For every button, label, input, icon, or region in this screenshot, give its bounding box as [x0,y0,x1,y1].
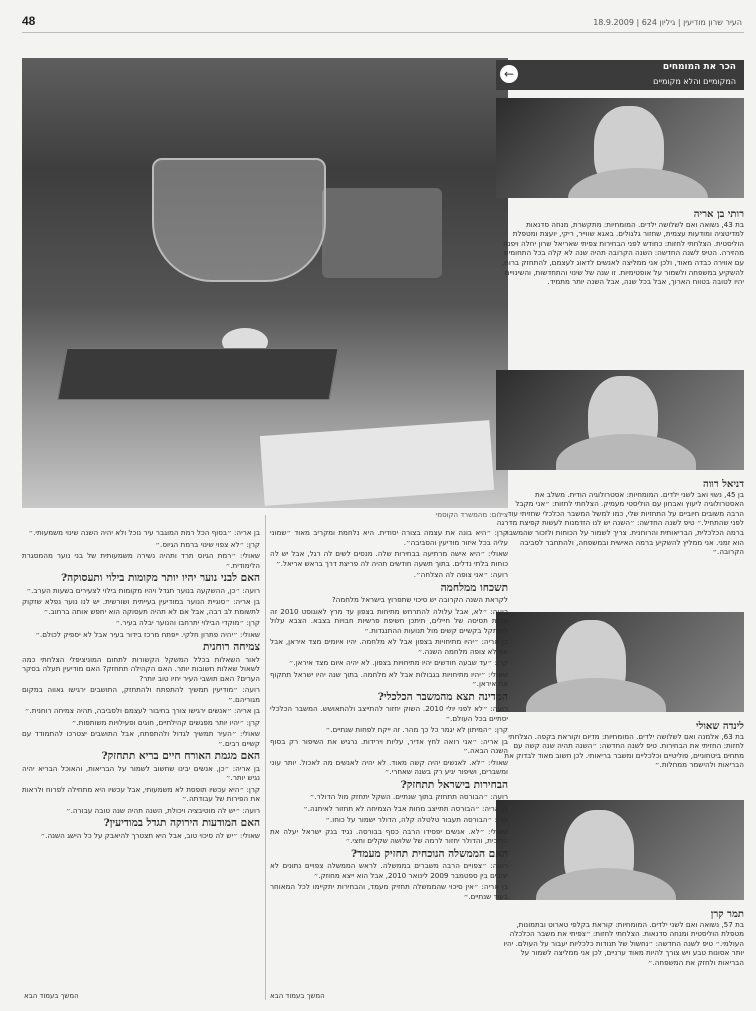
paragraph: לאור השאלות בכלל המשקל הקשורות לתחום המוניציפלי הצלחתי כמה לשאול שאלות חשובות יותר. האם הקהילה תתחזק? האם מודיעין תעלה בסקר הערים? האם תושבי העיר יחיו טוב יותר? [22,654,260,683]
paragraph: קרן: ״מוקדי הבילוי יתרחבו והנוער יבלה בעיר.״ [115,618,260,627]
continued-note: המשך בעמוד הבא [24,992,79,1000]
section-heading: האם מגמת האורח חיים בריא תתחזק? [101,750,260,762]
paragraph: רועה: ״צפויים הרבה משברים בממשלה. לראש הממשלה צפויים נתונים לא יציבים בין ספטמבר 2009 לינואר 2010, אבל הוא ייצא מחוזק.״ [270,861,508,880]
paragraph: קרן: ״הבורסה תעבור טלטלה קלה, הדולר ישמור על כוחו.״ [325,815,508,824]
section-heading: צמיחה רוחנית [202,641,260,653]
sidebar-title: הכר את המומחים [662,62,736,72]
paragraph: רועה: ״יש לה מוטיבציה ויכולת, השנה תהיה שנה טובה עבורה.״ [65,805,260,815]
paragraph: קרן: ״היא עכשיו תופסת לא משמעותי, אבל עכשיו היא מתחילה לפרוח ולראות את הפירות של עבודתה.״ [22,784,260,803]
arrow-icon: ← [500,65,518,83]
paragraph: שאולי: ״רמת הגיוס תרד ותהיה נשירה משמעותית של בני נוער מהמסגרת הלימודית.״ [22,551,260,570]
profile-linda [496,722,744,782]
portrait-body [568,168,708,198]
paragraph: לקראת השנה הקרובה יש סיכוי שתפרוץ בישראל מלחמה? [331,595,508,604]
photo-credit: צילום: מהמשרד הקוסמי [435,511,508,519]
article-column-right [270,528,508,988]
column-divider [265,515,266,1000]
paragraph: בן אריה: ״כן, אנשים יבינו שחשוב לשמור על הבריאות, והאוכל הבריא יהיה נגיש יותר.״ [22,763,260,782]
paragraph: קרן: ״המיתון לא יגמר כל כך מהר. זה ייקח לפחות שנתיים.״ [325,725,508,734]
profile-text: בת 57, נשואה ואם לשני ילדים. המומחיות: קוראת בקלפי טארוט ובתמונות, מטפלת הוליסטית ומנחה סדנאות. הצלחתי לחזות: ״צפיתי את משבר הכלכלה העולמי.״ טיפ לשנה החדשה: ״נחשול של תנודות כלכליות יעבור על העולם. יהיו יותר אסונות טבע ויש צורך להיות מאוד ערניים, לכן אני ממליצה לשמור על הבריאות ולחזק את המשפחה.״ [503,919,744,967]
main-photo [22,58,508,508]
portrait-body [556,434,696,470]
profile-ruti [496,210,744,362]
paragraph: בן אריה: ״יהיו מתיחויות בצפון אבל לא מלחמה. יהיו איומים מצד איראן, אבל אני לא צופה מלחמה השנה.״ [270,637,508,656]
paragraph: קרן: ״עד שבעה חודשים יהיו מתיחויות בצפון. לא יהיה איום מצד איראן.״ [288,658,508,667]
portrait-tamar [496,800,744,900]
profile-name: תמר קרן [710,909,744,920]
paragraph: בן אריה: ״אנשים ירגישו צורך בחיבור לעצמם ולסביבה, תהיה צמיחה רוחנית.״ [24,706,260,715]
paragraph: שאולי: ״לא. אנשים יפסידו הרבה כסף בבורסה. נגיד בנק ישראל יעלה את הריבית, והדולר יחזור לרמה של שלושה שקלים וחצי.״ [270,826,508,845]
section-heading: האם לבני נוער יהיו יותר מקומות בילוי ותעסוקה? [60,572,260,584]
profile-name: לינדה שאולי [696,721,744,732]
profile-text: בת 63, אלמנה ואם לשלושה ילדים. המומחיות: מדיום וקוראת בקפה. הצלחתי לחזות: החזיתי את הבחירות. טיפ לשנה החדשה: ״השנה תהיה שנה קשה עם מתחים ביטחוניים, פוליטיים וכלכליים ומשבר בריאותי. לכן חשוב מאוד לבדוק את הבריאות ולהישמר ממחלות.״ [504,731,744,770]
section-heading: הבחירות בישראל תתחזק? [400,778,508,791]
photo-box-shape [322,188,442,278]
section-heading: תשכחו ממלחמה [440,581,508,594]
photo-cloth [260,420,494,506]
profile-text: בן 45, נשוי ואב לשני ילדים. המומחיות: אסטרולוגיה הודית. משלב את האסטרולוגיה ליעוץ ואבחון עם הוליסטי מעמיק. הצלחתי לחזות: ״אני מקבל הרבה משובים חיוביים על התחזיות שלי, כמו למשל המשבר הכלכלי שחזיתי עוד לפני שהתחיל.״ טיפ לשנה החדשה: ״השנה יש לנו הזדמנות לעשות קפיצת מדרגה ברמה הכלכלית, הבריאותית והרוחנית. צריך לשמור על הכוחות ולזכור שהמשבר הוא זמני. אני ממליץ להשקיע ברמה האישית ובמשפחה, ולהתחבר לסביבה הקרובה.״ [496,489,744,557]
paragraph: שאולי: ״לא. לאנשים יהיה קשה מאוד. לא יהיה לאנשים מה לאכול. יותר עוני ומשברים, ושיפור יגיע רק בשנה שאחרי.״ [270,757,508,776]
section-heading: המדינה תצא מהמשבר הכלכלי? [377,690,508,703]
paragraph: רועה: ״מודיעין תמשיך להתפתח ולהתחזק, התושבים ירגישו גאווה במקום מגוריהם.״ [22,685,260,704]
paragraph: בן אריה: ״הבורסה תתייצב מחות אבל הצמיחה לא תחזור לאיתנה.״ [303,803,508,813]
photo-glass-bowl [152,158,326,282]
column-content [22,528,260,840]
profile-text: בת 43, נשואה ואם לשלושה ילדים. המומחיות: מתקשרת, מנחה סדנאות למדיטציה ומודעות עצמית, שחזור גלגולים. באגא שווייר, ריקי, יועצת ומטפלת הוליסטית. הצלחתי לחזות: כחודש לפני הבחירות צפיתי שאריאל שרון יחלה ויפנה מהזירה. הטיפ לשנה החדשה: השנה הקרובה תהיה שנה לא קלה בכל התחומים עם אווירה כבדה מאוד, ולכן אני ממליצה לאנשים לדאוג לעצמם, להתחזק ברוח, להשקיע במשפחה ולשמור על אופטימיות. זו שנה של שינוי והתחדשות, והשינויים יהיו לטובה בטווח הארוך, אבל בכל שנה, אבל השנה יותר מתמיד. [501,219,744,287]
paragraph: קרן: ״לא צפוי שינוי ברמת הגיוס.״ [155,539,260,549]
paragraph: רועה: ״לא, אבל עלולה להתרחש מתיחות בצפון עד מרץ לאוגוסט 2010 זה סכנת תסיסה של חיילים, תיתכן חשיפת פרשיות חבויות בצבא. הצבא עלול להיתקל בקשיים קשים מול תנועות ההתנגדות.״ [270,606,508,635]
section-heading: האם המודעות הירוקה תגדל במודיעין? [103,817,260,829]
paragraph: רועה: ״כן, ההשקעה בנוער תגדל ויהיו מקומות בילוי לצעירים בשעות הערב.״ [26,585,260,595]
profile-name: רותי בן אריה [693,209,744,220]
paragraph: רועה: ״לא לפני יולי 2010. השוק יחזור להתייצב ולהתאושש. המשבר הכלכלי יסתיים בכל העולם.״ [270,704,508,723]
paragraph: שאולי: ״העיר תמשיך לגדול ולהתפתח, אבל התושבים יצטרכו להתמודד עם קשיים רבים.״ [22,729,260,748]
paragraph: שאולי: ״היא אישה מרתיעה בבחירות שלה. מנסים לשים לה רגל, אבל יש לה כוחות בלתי נדלים. בתוך תשעה חודשים תהיה לה פריצת דרך בראש אריאל.״ [270,549,508,568]
portrait-body [526,678,666,712]
page-number: 48 [22,14,36,28]
paragraph: קרן: ״היא בונה את עצמה בצורה יסודית. היא נלחמת ומקריב מאוד ״שמוני עליה בכל איזור מודיעין והסביבה״. [270,528,508,547]
paragraph: בן אריה: ״בסוף הכל רמת המוגבר עיר נוכל ולא יהיה השנה שינוי משמעותי.״ [28,528,260,537]
paragraph: שאולי: ״יש לה סיכוי טוב, אבל היא תצטרך להיאבק על כל הישג השנה.״ [40,830,260,840]
paragraph: בן אריה: ״אני רואה לחץ אדיר, עליות וירידות. נרגיש את השיפור רק בסוף השנה הבאה.״ [270,736,508,755]
paragraph: רועה: ״הבורסה תתחזק בתוך שנתיים. השקל יתחזק מול הדולר.״ [309,792,508,801]
photo-card-stand [57,348,338,400]
profile-name: דניאל רווה [702,479,744,490]
paragraph: בן אריה: ״אין סיכוי שהממשלה תחזיק מעמד, והבחירות יתקיימו לכל המאוחר בעוד שנתיים.״ [270,882,508,901]
article-column-left [22,528,260,988]
paragraph: בן אריה: ״סוגיית הנוער במודיעין בעייתית ושורשית. יש לנו נוער נפלא שזקוק לתשומת לב רבה, אבל אם לא תהיה תעסוקה הוא יחפש אותה ברחוב.״ [22,597,260,616]
sidebar-subtitle: המקומיים והלא מקומיים [653,77,736,86]
paragraph: שאולי: ״יהיו מתיחויות בגבולות אבל לא מלחמה. בתוך שנה יהיו ישראל תתקוף את איראן.״ [270,669,508,688]
paragraph: שאולי: ״יהיה פתרון חלקי. ייפתח מרכז בידור בעיר אבל לא יספיק לכולם.״ [35,629,260,639]
profile-tamar [496,910,744,1006]
portrait-daniel [496,370,744,470]
column-content [270,528,508,901]
continued-note: המשך בעמוד הבא [270,992,325,1000]
sidebar-title-banner [496,60,744,90]
page-header [22,14,744,33]
paragraph: קרן: ״יהיו יותר מפגשים קהילתיים, חוגים ופעילויות משותפות.״ [71,717,260,727]
profile-daniel [496,480,744,590]
section-heading: האם הממשלה הנוכחית תחזיק מעמד? [351,847,508,860]
portrait-ruti [496,98,744,198]
portrait-body [536,868,676,900]
portrait-linda [496,612,744,712]
paragraph: רועה: ״אני צופה לה הצלחה״. [413,570,508,579]
issue-info: העיר שרון מודיעין | גיליון 624 | 18.9.2009 [593,18,742,27]
